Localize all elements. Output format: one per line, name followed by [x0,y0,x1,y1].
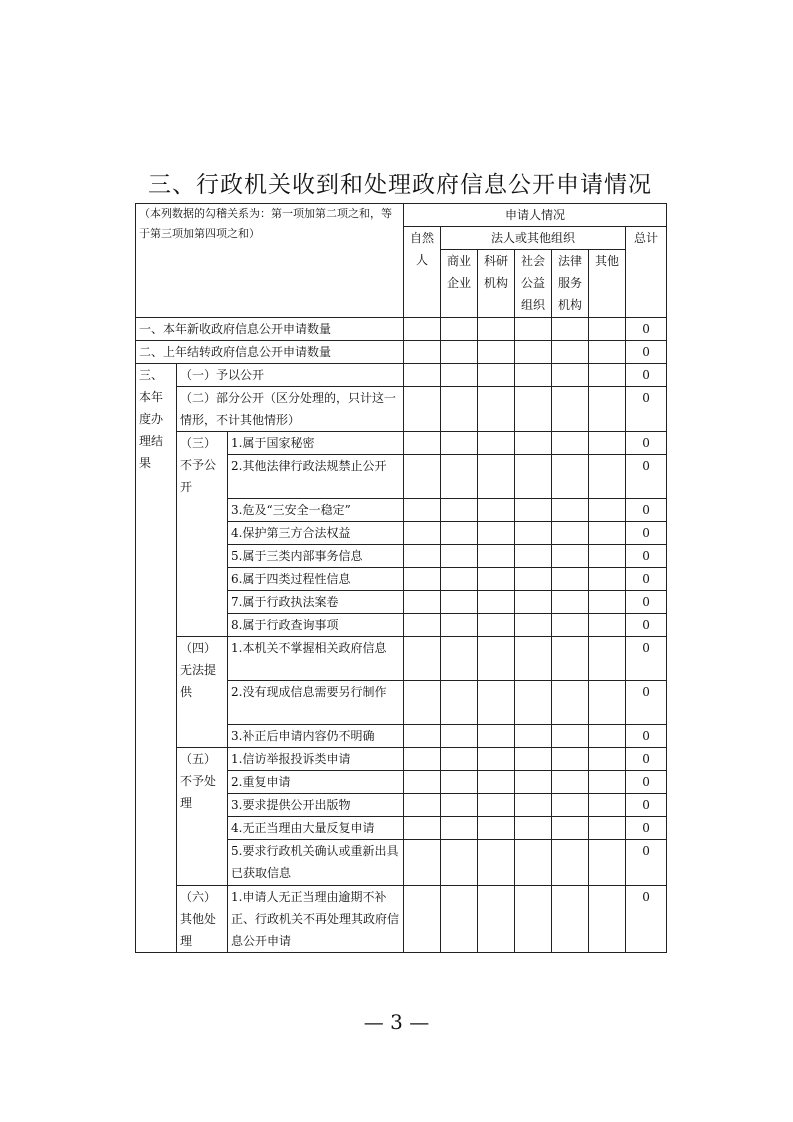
row-label: 3.补正后申请内容仍不明确 [228,725,404,748]
subgroup-label: （六）其他处理 [177,886,228,953]
subgroup-label: （四）无法提供 [177,637,228,748]
table-row [136,886,667,953]
row-total: 0 [626,341,667,364]
commercial-header: 商业企业 [441,250,478,318]
disclosure-table [135,203,667,953]
row-label: 1.信访举报投诉类申请 [228,748,404,771]
row-total: 0 [626,840,667,886]
row-total: 0 [626,455,667,499]
row-total: 0 [626,614,667,637]
row-label: 8.属于行政查询事项 [228,614,404,637]
row-total: 0 [626,318,667,341]
research-header: 科研机构 [478,250,515,318]
row-total: 0 [626,387,667,432]
row-label: 一、本年新收政府信息公开申请数量 [136,318,404,341]
row-label: 1.申请人无正当理由逾期不补正、行政机关不再处理其政府信息公开申请 [228,886,404,953]
table-row [136,318,667,341]
row-total: 0 [626,725,667,748]
table-row [136,387,667,432]
row-total: 0 [626,568,667,591]
table-row [136,432,667,455]
row-total: 0 [626,545,667,568]
row-total: 0 [626,591,667,614]
row-total: 0 [626,499,667,522]
other-header: 其他 [589,250,626,318]
row-total: 0 [626,794,667,817]
table-row [136,748,667,771]
row-label: （二）部分公开（区分处理的，只计这一情形，不计其他情形） [177,387,404,432]
row-label: 1.属于国家秘密 [228,432,404,455]
row-total: 0 [626,748,667,771]
row-label: 2.没有现成信息需要另行制作 [228,681,404,725]
row-label: （一）予以公开 [177,364,404,387]
table-row [136,341,667,364]
total-header: 总计 [626,227,667,318]
row-label: 5.要求行政机关确认或重新出具已获取信息 [228,840,404,886]
legal-service-header: 法律服务机构 [552,250,589,318]
row-label: 2.重复申请 [228,771,404,794]
table-note: （本列数据的勾稽关系为：第一项加第二项之和，等于第三项加第四项之和） [136,204,404,318]
row-label: 3.要求提供公开出版物 [228,794,404,817]
row-total: 0 [626,771,667,794]
row-label: 4.无正当理由大量反复申请 [228,817,404,840]
social-header: 社会公益组织 [515,250,552,318]
row-total: 0 [626,364,667,387]
row-total: 0 [626,817,667,840]
row-label: 二、上年结转政府信息公开申请数量 [136,341,404,364]
row-label: 2.其他法律行政法规禁止公开 [228,455,404,499]
subgroup-label: （三）不予公开 [177,432,228,637]
row-total: 0 [626,522,667,545]
group-label: 三、本年度办理结果 [136,364,177,953]
page-title: 三、行政机关收到和处理政府信息公开申请情况 [148,172,652,198]
applicant-header: 申请人情况 [404,204,667,227]
row-label: 6.属于四类过程性信息 [228,568,404,591]
table-row [136,637,667,681]
subgroup-label: （五）不予处理 [177,748,228,886]
row-label: 7.属于行政执法案卷 [228,591,404,614]
row-label: 1.本机关不掌握相关政府信息 [228,637,404,681]
row-label: 4.保护第三方合法权益 [228,522,404,545]
row-label: 5.属于三类内部事务信息 [228,545,404,568]
row-total: 0 [626,886,667,953]
row-total: 0 [626,681,667,725]
table-row [136,364,667,387]
legal-group-header: 法人或其他组织 [441,227,626,250]
natural-person-header: 自然人 [404,227,441,318]
row-total: 0 [626,637,667,681]
row-total: 0 [626,432,667,455]
row-label: 3.危及“三安全一稳定” [228,499,404,522]
page-number: — 3 — [363,1010,430,1034]
